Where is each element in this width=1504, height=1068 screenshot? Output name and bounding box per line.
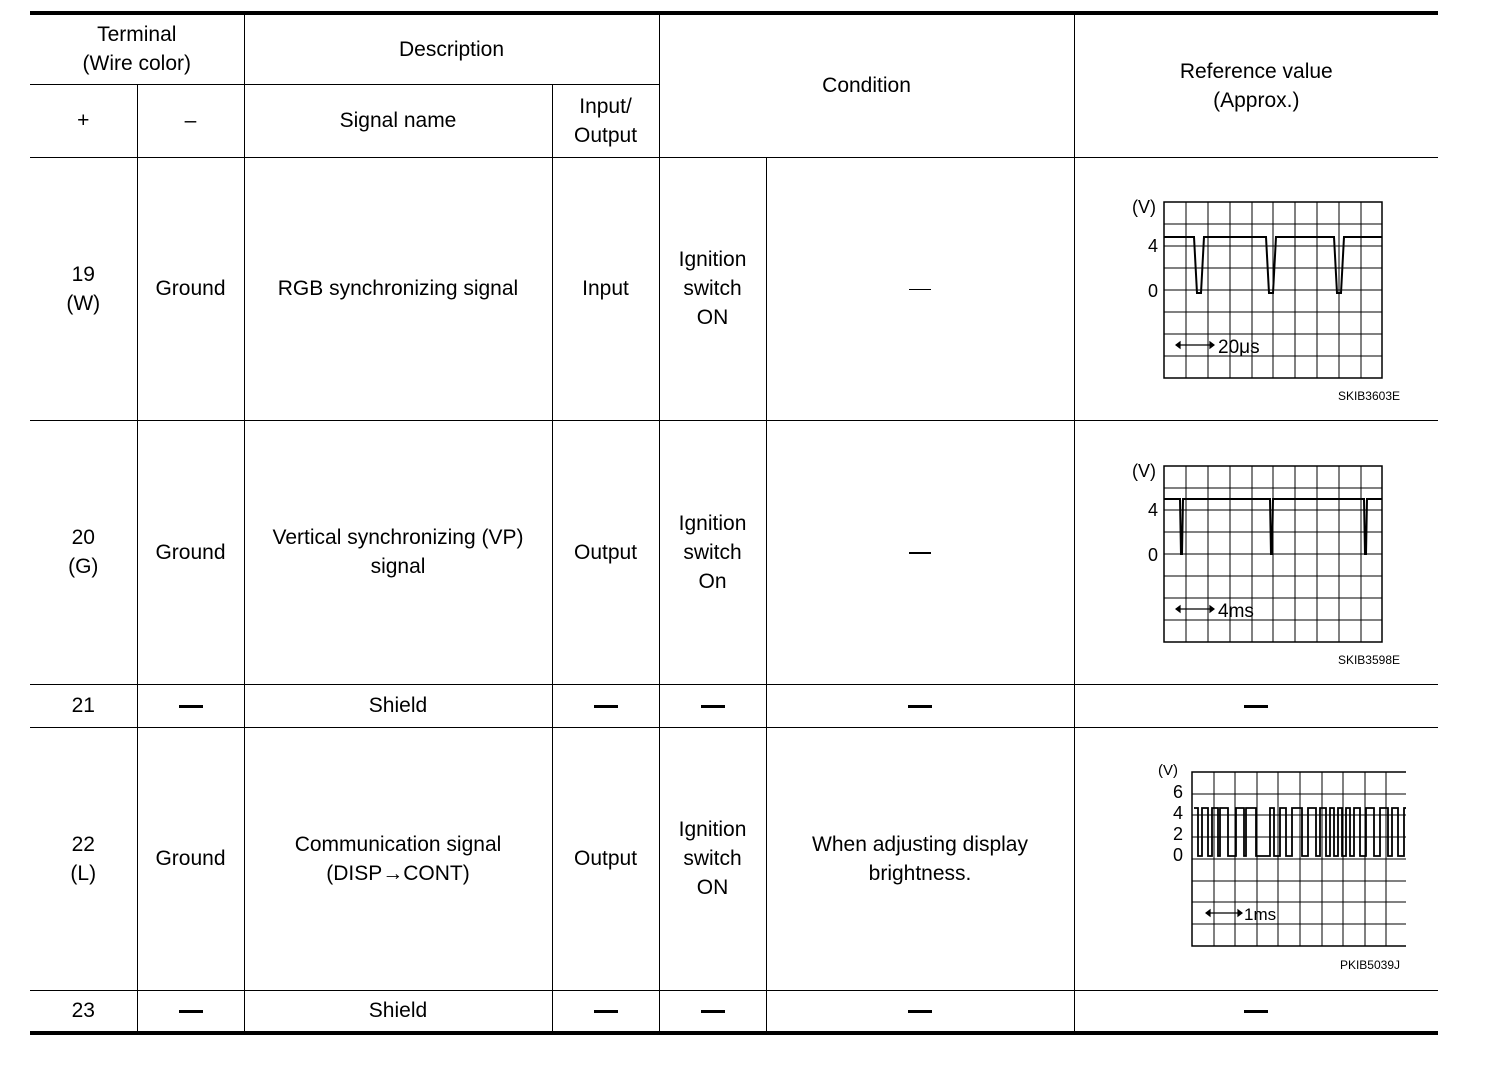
y-tick-label: 4 [1173,803,1184,823]
y-tick-label: 0 [1148,544,1159,565]
table-row [30,990,1438,1033]
figure-code: SKIB3603E [1338,389,1401,401]
condition-cell: When adjusting display brightness. [766,727,1074,990]
table-row [30,684,1438,727]
dash-mark [594,1010,618,1013]
y-tick-label: 0 [1148,281,1159,301]
table-row [30,157,1438,420]
figure-code: PKIB5039J [1340,958,1401,971]
condition-dash [909,289,931,291]
y-unit-label: (V) [1158,762,1179,779]
header-description: Description [244,13,659,84]
figure-code: SKIB3598E [1338,652,1401,665]
ground-cell [137,990,244,1033]
reference-cell [1074,990,1438,1033]
terminal-reference-table [30,11,1438,1035]
time-division-label: 1ms [1244,905,1277,924]
time-division-label: 4ms [1218,600,1255,622]
io-cell: Input [552,157,659,420]
ignition-cell: Ignition switch ON [659,727,766,990]
ignition-cell: Ignition switch On [659,420,766,684]
dash-mark [594,705,618,708]
condition-dash [909,552,931,554]
condition-cell [766,684,1074,727]
io-cell: Output [552,420,659,684]
header-condition: Condition [659,13,1074,157]
waveform-communication [1106,746,1406,971]
header-minus: – [137,84,244,157]
dash-mark [1244,1010,1268,1013]
y-tick-label: 4 [1148,499,1159,520]
dash-mark [908,1010,932,1013]
condition-cell [766,157,1074,420]
y-tick-label: 4 [1148,236,1159,256]
io-cell [552,990,659,1033]
signal-name-cell: Vertical synchronizing (VP) signal [244,420,552,684]
waveform-vertical-sync [1106,440,1406,665]
signal-name-cell: Communication signal (DISP→CONT) [244,727,552,990]
ground-cell: Ground [137,157,244,420]
reference-cell [1074,684,1438,727]
condition-cell [766,420,1074,684]
reference-cell [1074,420,1438,684]
ignition-cell: Ignition switch ON [659,157,766,420]
reference-cell [1074,157,1438,420]
io-cell [552,684,659,727]
ground-cell [137,684,244,727]
y-tick-label: 0 [1173,845,1184,865]
terminal-cell: 21 [30,684,137,727]
signal-name-cell: RGB synchronizing signal [244,157,552,420]
table-row [30,727,1438,990]
dash-mark [1244,705,1268,708]
dash-mark [701,1010,725,1013]
header-input-output: Input/ Output [552,84,659,157]
y-tick-label: 6 [1173,782,1184,802]
header-terminal: Terminal (Wire color) [30,13,244,84]
ground-cell: Ground [137,420,244,684]
io-cell: Output [552,727,659,990]
ground-cell: Ground [137,727,244,990]
table-row [30,420,1438,684]
y-tick-label: 2 [1173,824,1184,844]
dash-mark [908,705,932,708]
terminal-cell: 23 [30,990,137,1033]
terminal-cell: 22 (L) [30,727,137,990]
waveform-rgb-sync [1106,176,1406,401]
terminal-cell: 19 (W) [30,157,137,420]
terminal-cell: 20 (G) [30,420,137,684]
time-division-label: 20μs [1218,337,1260,358]
y-unit-label: (V) [1132,460,1157,481]
ignition-cell [659,990,766,1033]
y-unit-label: (V) [1132,197,1157,217]
dash-mark [701,705,725,708]
dash-mark [179,1010,203,1013]
signal-name-cell: Shield [244,990,552,1033]
reference-cell [1074,727,1438,990]
dash-mark [179,705,203,708]
header-signal-name: Signal name [244,84,552,157]
signal-name-cell: Shield [244,684,552,727]
ignition-cell [659,684,766,727]
condition-cell [766,990,1074,1033]
header-plus: + [30,84,137,157]
header-reference-value: Reference value (Approx.) [1074,13,1438,157]
